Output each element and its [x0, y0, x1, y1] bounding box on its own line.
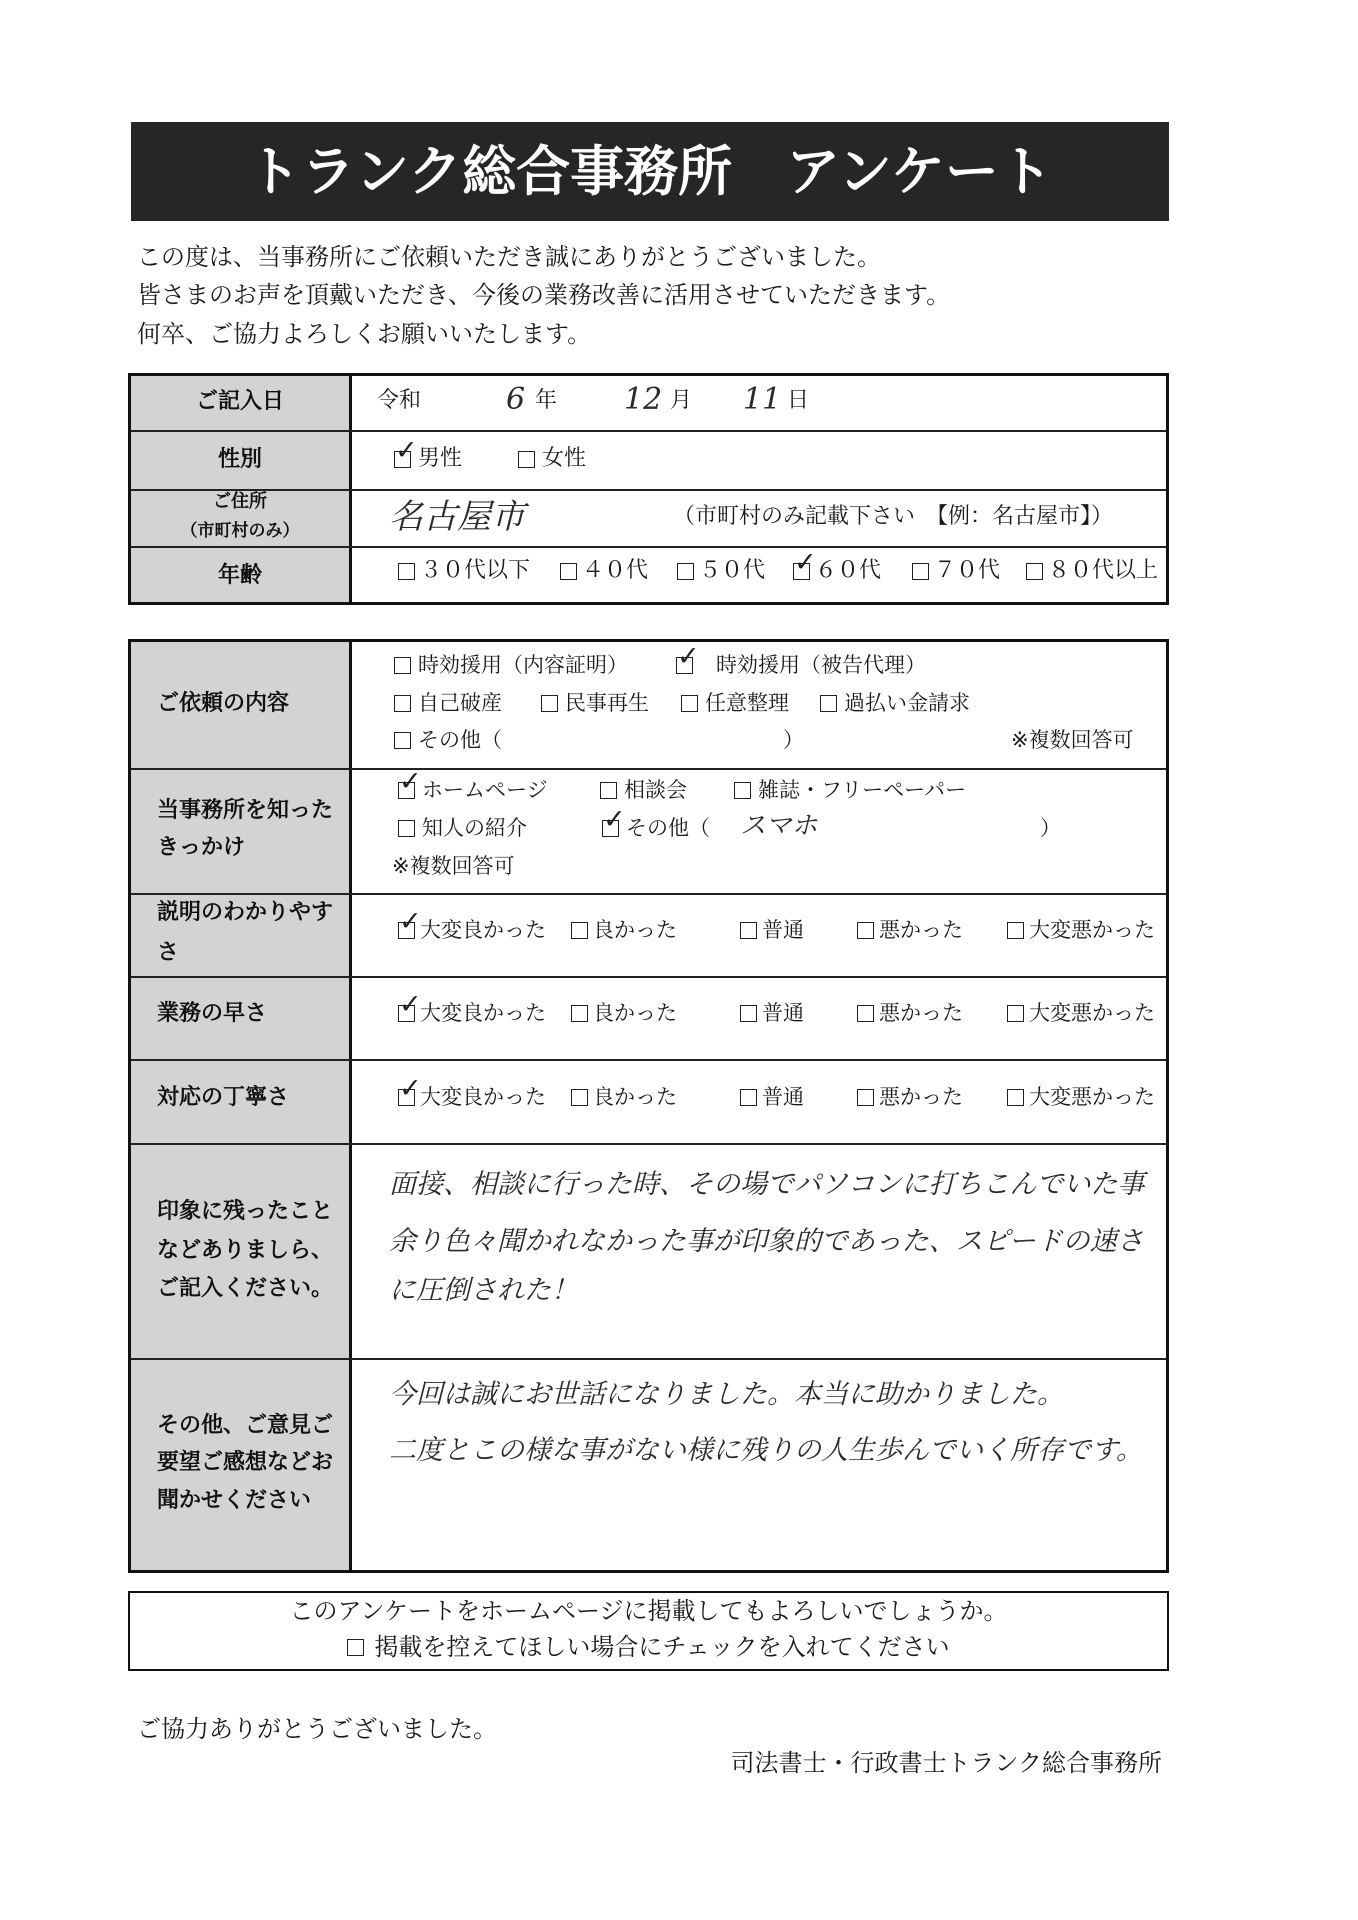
request-option-label: 過払い金請求	[844, 691, 970, 715]
rating-option-label: 普通	[762, 1085, 804, 1109]
date-era: 令和	[377, 388, 422, 413]
rating-explanation-label: 説明のわかりやす	[157, 900, 334, 925]
impression-answer-line[interactable]: に圧倒された！	[389, 1275, 578, 1306]
request-multi-answer-note: ※複数回答可	[1011, 728, 1134, 752]
impression-label: 印象に残ったこと	[157, 1199, 334, 1224]
source-label: きっかけ	[157, 835, 246, 860]
rating-checkbox-icon[interactable]	[398, 922, 415, 939]
source-option-checkbox-icon[interactable]	[398, 820, 415, 837]
age-30s-checkbox-icon[interactable]	[398, 563, 415, 580]
comments-label: 要望ご感想などお	[157, 1450, 334, 1475]
source-multi-answer-note: ※複数回答可	[392, 854, 515, 878]
rating-option-label: 悪かった	[879, 1085, 963, 1109]
publish-question: このアンケートをホームページに掲載してもよろしいでしょうか。	[289, 1597, 1008, 1625]
source-other-close: ）	[1040, 816, 1061, 840]
request-other-label: その他（	[418, 728, 502, 752]
age-option-label: ８０代以上	[1048, 558, 1159, 583]
rating-checkbox-icon[interactable]	[857, 922, 874, 939]
gender-female-checkbox-icon[interactable]	[518, 451, 535, 468]
date-month-value[interactable]: 12	[624, 382, 663, 417]
source-option-label: 知人の紹介	[422, 816, 527, 840]
rating-checkbox-icon[interactable]	[740, 1005, 757, 1022]
form-title: トランク総合事務所 アンケート	[247, 139, 1053, 203]
rating-politeness-label: 対応の丁寧さ	[157, 1085, 290, 1110]
request-option-checkbox-icon[interactable]	[394, 657, 411, 674]
address-note: （市町村のみ記載下さい 【例：名古屋市】）	[673, 504, 1114, 529]
address-sublabel: （市町村のみ）	[180, 521, 300, 541]
age-option-label: ６０代	[815, 558, 882, 583]
row-divider	[131, 893, 1166, 895]
row-divider	[131, 430, 1166, 432]
rating-checkbox-icon[interactable]	[398, 1005, 415, 1022]
rating-option-label: 大変良かった	[420, 918, 546, 942]
request-other-close: ）	[783, 728, 804, 752]
request-option-checkbox-icon[interactable]	[681, 695, 698, 712]
rating-option-label: 悪かった	[879, 1001, 963, 1025]
request-option-label: 時効援用（内容証明）	[418, 653, 628, 677]
rating-option-label: 大変悪かった	[1029, 1001, 1155, 1025]
request-other-checkbox-icon[interactable]	[394, 732, 411, 749]
publish-opt-out-row	[128, 1635, 1169, 1659]
rating-option-label: 普通	[762, 918, 804, 942]
rating-option-label: 普通	[762, 1001, 804, 1025]
date-year-value[interactable]: 6	[506, 382, 526, 417]
source-option-label: 相談会	[624, 778, 687, 802]
rating-explanation-label: さ	[157, 940, 180, 965]
rating-option-label: 良かった	[593, 1001, 677, 1025]
rating-checkbox-icon[interactable]	[740, 922, 757, 939]
date-day-unit: 日	[787, 388, 810, 413]
request-option-label: 自己破産	[418, 691, 502, 715]
age-label: 年齢	[217, 563, 262, 588]
row-divider	[131, 976, 1166, 978]
rating-option-label: 大変悪かった	[1029, 1085, 1155, 1109]
age-40s-checkbox-icon[interactable]	[560, 563, 577, 580]
age-option-label: ５０代	[699, 558, 766, 583]
request-option-checkbox-icon[interactable]	[541, 695, 558, 712]
rating-option-label: 良かった	[593, 918, 677, 942]
rating-checkbox-icon[interactable]	[857, 1005, 874, 1022]
rating-checkbox-icon[interactable]	[571, 1005, 588, 1022]
age-50s-checkbox-icon[interactable]	[677, 563, 694, 580]
age-option-label: ４０代	[582, 558, 649, 583]
row-divider	[131, 546, 1166, 548]
source-label: 当事務所を知った	[157, 798, 334, 823]
gender-male-label: 男性	[418, 446, 463, 471]
rating-option-label: 大変良かった	[420, 1001, 546, 1025]
rating-checkbox-icon[interactable]	[740, 1089, 757, 1106]
age-80s-checkbox-icon[interactable]	[1026, 563, 1043, 580]
column-divider	[349, 642, 352, 1570]
comments-label: 聞かせください	[157, 1488, 312, 1513]
request-option-checkbox-icon[interactable]	[676, 657, 693, 674]
rating-checkbox-icon[interactable]	[1007, 1005, 1024, 1022]
gender-label: 性別	[217, 447, 262, 472]
rating-checkbox-icon[interactable]	[1007, 1089, 1024, 1106]
source-other-value[interactable]: スマホ	[740, 811, 818, 841]
office-name: 司法書士・行政書士トランク総合事務所	[730, 1749, 1162, 1777]
date-year-unit: 年	[535, 388, 558, 413]
rating-checkbox-icon[interactable]	[571, 922, 588, 939]
date-day-value[interactable]: 11	[743, 382, 782, 417]
comments-answer-line[interactable]: 今回は誠にお世話になりました。本当に助かりました。	[389, 1379, 1064, 1410]
impression-label: などありましら、	[157, 1238, 334, 1263]
request-option-checkbox-icon[interactable]	[394, 695, 411, 712]
source-other-label: その他（	[626, 816, 710, 840]
comments-label: その他、ご意見ご	[157, 1413, 334, 1438]
rating-checkbox-icon[interactable]	[1007, 922, 1024, 939]
rating-speed-label: 業務の早さ	[157, 1001, 268, 1026]
impression-answer-line[interactable]: 面接、相談に行った時、その場でパソコンに打ちこんでいた事	[389, 1169, 1145, 1200]
comments-answer-line[interactable]: 二度とこの様な事がない様に残りの人生歩んでいく所存です。	[389, 1435, 1143, 1466]
request-option-checkbox-icon[interactable]	[820, 695, 837, 712]
request-label: ご依頼の内容	[157, 691, 290, 716]
rating-option-label: 大変悪かった	[1029, 918, 1155, 942]
impression-answer-line[interactable]: 余り色々聞かれなかった事が印象的であった、スピードの速さ	[389, 1226, 1144, 1257]
title-bar	[131, 122, 1169, 221]
source-option-checkbox-icon[interactable]	[734, 782, 751, 799]
intro-line: 皆さまのお声を頂戴いただき、今後の業務改善に活用させていただきます。	[137, 281, 951, 309]
rating-option-label: 大変良かった	[420, 1085, 546, 1109]
source-option-checkbox-icon[interactable]	[398, 782, 415, 799]
age-60s-checkbox-icon[interactable]	[793, 563, 810, 580]
intro-line: この度は、当事務所にご依頼いただき誠にありがとうございました。	[137, 243, 881, 271]
age-option-label: ３０代以下	[420, 558, 531, 583]
row-divider	[131, 1143, 1166, 1145]
row-divider	[131, 489, 1166, 491]
source-option-checkbox-icon[interactable]	[600, 782, 617, 799]
age-option-label: ７０代	[934, 558, 1001, 583]
row-divider	[131, 768, 1166, 770]
rating-checkbox-icon[interactable]	[398, 1089, 415, 1106]
gender-male-checkbox-icon[interactable]	[394, 451, 411, 468]
request-option-label: 時効援用（被告代理）	[716, 653, 926, 677]
gender-female-label: 女性	[542, 446, 587, 471]
source-other-checkbox-icon[interactable]	[602, 820, 619, 837]
age-70s-checkbox-icon[interactable]	[912, 563, 929, 580]
request-option-label: 民事再生	[565, 691, 649, 715]
thanks-message: ご協力ありがとうございました。	[137, 1715, 497, 1743]
rating-checkbox-icon[interactable]	[571, 1089, 588, 1106]
intro-line: 何卒、ご協力よろしくお願いいたします。	[137, 320, 592, 348]
impression-label: ご記入ください。	[157, 1276, 334, 1301]
publish-opt-out-checkbox-icon[interactable]	[347, 1639, 364, 1656]
row-divider	[131, 1059, 1166, 1061]
source-option-label: 雑誌・フリーペーパー	[758, 778, 967, 802]
date-label: ご記入日	[195, 389, 284, 414]
request-option-label: 任意整理	[705, 691, 789, 715]
row-divider	[131, 1358, 1166, 1360]
publish-opt-out-label: 掲載を控えてほしい場合にチェックを入れてください	[374, 1633, 950, 1661]
source-option-label: ホームページ	[422, 778, 548, 802]
address-value[interactable]: 名古屋市	[389, 497, 525, 537]
rating-option-label: 悪かった	[879, 918, 963, 942]
date-month-unit: 月	[670, 388, 693, 413]
rating-option-label: 良かった	[593, 1085, 677, 1109]
rating-checkbox-icon[interactable]	[857, 1089, 874, 1106]
address-label: ご住所	[213, 491, 267, 512]
